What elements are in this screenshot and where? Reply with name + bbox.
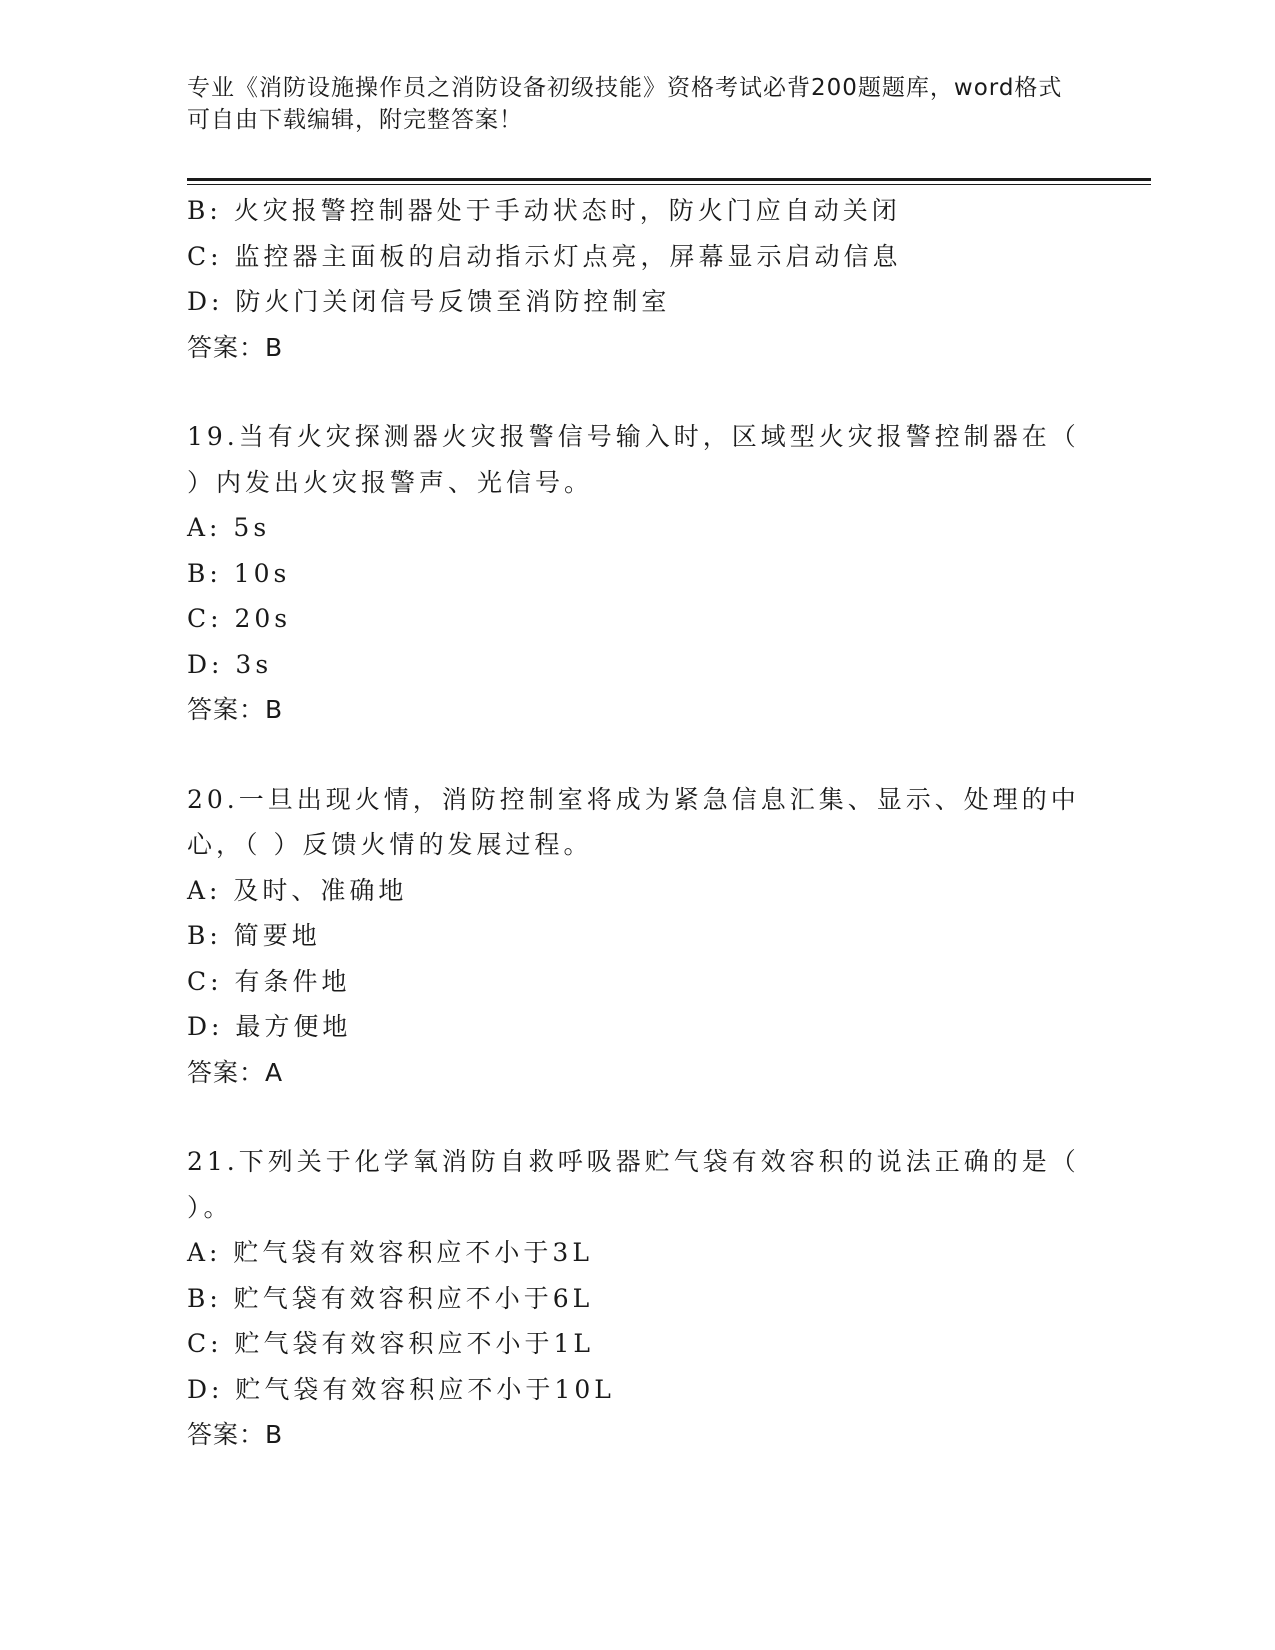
option-d: D: 贮气袋有效容积应不小于10L (187, 1374, 615, 1404)
answer-line: 答案：B (187, 1420, 284, 1449)
option-b: B: 火灾报警控制器处于手动状态时，防火门应自动关闭 (187, 196, 901, 225)
option-d: D: 3s (187, 649, 273, 679)
option-c: C: 20s (187, 604, 292, 633)
option-b: B: 贮气袋有效容积应不小于6L (187, 1283, 594, 1313)
option-b: B: 简要地 (187, 921, 321, 950)
question-text: 19.当有火灾探测器火灾报警信号输入时，区域型火灾报警控制器在（ ）内发出火灾报警声、光信号。 (187, 422, 1080, 497)
answer-line: 答案：B (187, 332, 284, 362)
option-c: C: 有条件地 (187, 966, 351, 996)
option-a: A: 贮气袋有效容积应不小于3L (187, 1238, 593, 1267)
question-20 (187, 777, 1087, 1096)
option-d: D: 防火门关闭信号反馈至消防控制室 (187, 287, 671, 316)
question-21 (187, 1139, 1087, 1458)
answer-line: 答案：A (187, 1057, 284, 1087)
question-text: 21.下列关于化学氧消防自救呼吸器贮气袋有效容积的说法正确的是（ ）。 (187, 1147, 1080, 1222)
option-a: A: 及时、准确地 (187, 875, 408, 905)
header-divider-thin (187, 184, 1151, 185)
option-c: C: 监控器主面板的启动指示灯点亮，屏幕显示启动信息 (187, 241, 902, 271)
carryover-question (187, 188, 1087, 370)
answer-line: 答案：B (187, 695, 284, 724)
header-divider-thick (187, 178, 1151, 181)
question-text: 20.一旦出现火情，消防控制室将成为紧急信息汇集、显示、处理的中心，（ ）反馈火情的发展过程。 (187, 784, 1080, 859)
option-d: D: 最方便地 (187, 1012, 352, 1041)
document-header: 专业《消防设施操作员之消防设备初级技能》资格考试必背200题题库，word格式可自由下载编辑，附完整答案！ (187, 75, 1063, 133)
question-19 (187, 414, 1087, 733)
question-list (187, 188, 1087, 1458)
option-c: C: 贮气袋有效容积应不小于1L (187, 1329, 595, 1358)
option-a: A: 5s (187, 513, 271, 542)
option-b: B: 10s (187, 558, 291, 588)
